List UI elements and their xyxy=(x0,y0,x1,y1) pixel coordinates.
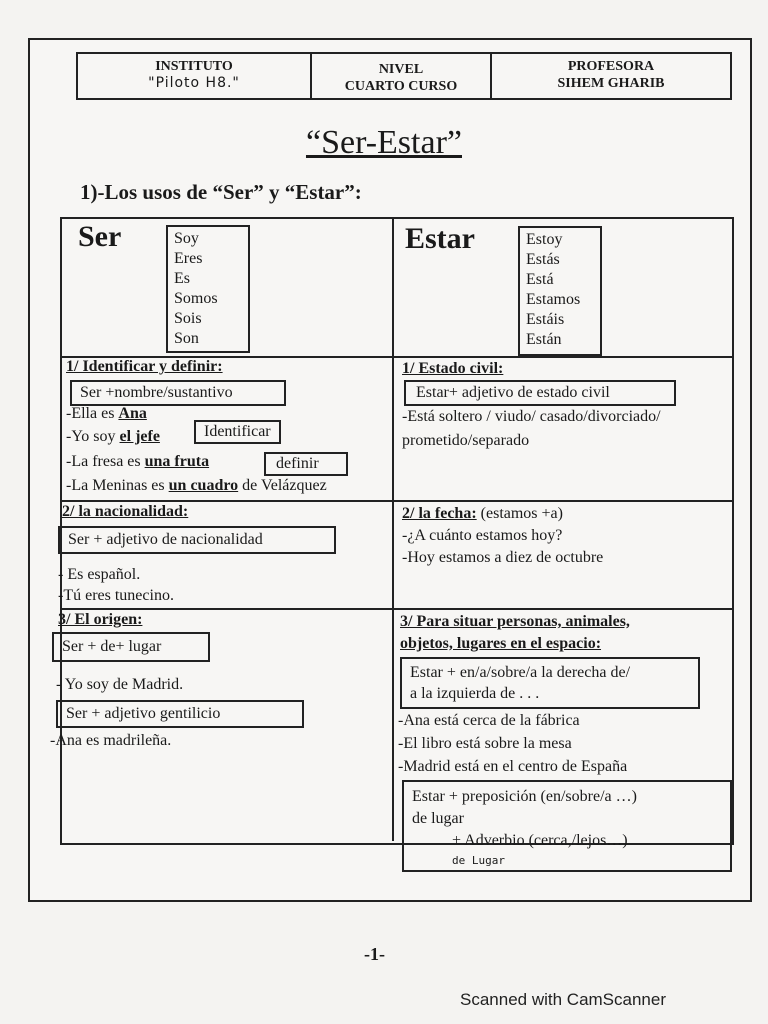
right-section1-title-text: 1/ Estado civil: xyxy=(402,360,504,377)
example-text: -Yo soy xyxy=(66,428,120,445)
example-text: -La fresa es xyxy=(66,453,145,470)
example-keyword: el jefe xyxy=(119,428,160,445)
header-table xyxy=(76,52,732,100)
left-section2-rule-box: Ser + adjetivo de nacionalidad xyxy=(58,526,336,554)
handwritten-note: de Lugar xyxy=(452,854,505,867)
left-section1-example2 xyxy=(66,428,160,446)
scanner-watermark: Scanned with CamScanner xyxy=(460,990,667,1009)
ser-form: Son xyxy=(174,330,199,347)
grid-divider-row3 xyxy=(60,608,732,610)
nivel-cell xyxy=(312,54,492,98)
ser-form: Soy xyxy=(174,230,199,247)
left-section1-title xyxy=(66,358,223,376)
ser-heading: Ser xyxy=(78,220,122,253)
identificar-tag: Identificar xyxy=(194,420,281,444)
left-section3-title xyxy=(58,611,142,629)
estar-conjugation-box xyxy=(518,226,602,356)
estar-form: Están xyxy=(526,331,562,348)
left-section2-example1: - Es español. xyxy=(58,566,141,583)
ser-form: Sois xyxy=(174,310,202,327)
left-section1-example4 xyxy=(66,477,327,495)
grid-divider-row2 xyxy=(60,500,732,502)
right-section3-title-text: 3/ Para situar personas, animales, xyxy=(400,613,630,630)
left-section3-rule-box2: Ser + adjetivo gentilicio xyxy=(56,700,304,728)
right-section3-title-text: objetos, lugares en el espacio: xyxy=(400,635,602,652)
example-keyword: una fruta xyxy=(144,453,210,470)
ser-form: Eres xyxy=(174,250,203,267)
estar-heading: Estar xyxy=(405,222,475,255)
page-number: -1- xyxy=(364,944,385,964)
title-text: “Ser-Estar” xyxy=(305,124,462,161)
right-section1-rule-box: Estar+ adjetivo de estado civil xyxy=(404,380,676,406)
estar-form: Estamos xyxy=(526,291,581,308)
right-section2-title-rest: (estamos +a) xyxy=(476,505,563,522)
right-section3-title-line1 xyxy=(400,613,630,631)
section-subtitle: 1)-Los usos de “Ser” y “Estar”: xyxy=(80,180,362,204)
page-title xyxy=(0,124,768,162)
grid-divider-vertical xyxy=(392,217,394,841)
estar-form: Estoy xyxy=(526,231,563,248)
right-section2-title xyxy=(402,505,563,523)
example-text: de Velázquez xyxy=(238,477,327,494)
rule-line: Estar + en/a/sobre/a la derecha de/ xyxy=(410,664,631,681)
instituto-cell xyxy=(78,54,312,98)
rule-line: de lugar xyxy=(412,810,464,827)
left-section3-example1: - Yo soy de Madrid. xyxy=(56,676,184,693)
estar-form: Estáis xyxy=(526,311,565,328)
ser-conjugation-box xyxy=(166,225,250,353)
profesora-cell xyxy=(492,54,730,98)
left-section1-example1 xyxy=(66,405,147,423)
example-text: -La Meninas es xyxy=(66,477,169,494)
left-section1-example3 xyxy=(66,453,209,471)
right-section3-rule-box1 xyxy=(400,657,700,709)
right-section2-example2: -Hoy estamos a diez de octubre xyxy=(402,549,604,566)
right-section1-example1: -Está soltero / viudo/ casado/divorciado/ xyxy=(402,408,661,425)
definir-tag: definir xyxy=(264,452,348,476)
left-section3-example2: -Ana es madrileña. xyxy=(50,732,172,749)
rule-line: Estar + preposición (en/sobre/a …) xyxy=(412,788,637,805)
left-section3-rule-box1: Ser + de+ lugar xyxy=(52,632,210,662)
right-section1-example2: prometido/separado xyxy=(402,432,530,449)
profesora-value: SIHEM GHARIB xyxy=(557,76,665,91)
instituto-label: INSTITUTO xyxy=(155,59,233,74)
left-section2-example2: -Tú eres tunecino. xyxy=(58,587,174,604)
left-section2-title xyxy=(62,503,188,521)
right-section2-title-text: 2/ la fecha: xyxy=(402,505,477,522)
example-keyword: un cuadro xyxy=(168,477,239,494)
right-section3-example3: -Madrid está en el centro de España xyxy=(398,758,628,775)
right-section1-title xyxy=(402,360,503,378)
estar-form: Está xyxy=(526,271,554,288)
right-section3-title-line2 xyxy=(400,635,601,653)
rule-line: + Adverbio (cerca,/lejos…) xyxy=(452,832,628,849)
ser-form: Es xyxy=(174,270,190,287)
example-keyword: Ana xyxy=(118,405,147,422)
rule-line: a la izquierda de . . . xyxy=(410,685,540,702)
left-section3-title-text: 3/ El origen: xyxy=(58,611,143,628)
ser-form: Somos xyxy=(174,290,218,307)
left-section1-rule-box: Ser +nombre/sustantivo xyxy=(70,380,286,406)
nivel-label: NIVEL xyxy=(378,62,424,77)
right-section3-example1: -Ana está cerca de la fábrica xyxy=(398,712,580,729)
right-section3-rule-box2 xyxy=(402,780,732,872)
left-section1-title-text: 1/ Identificar y definir: xyxy=(66,358,223,375)
nivel-value: CUARTO CURSO xyxy=(344,79,458,94)
left-section2-title-text: 2/ la nacionalidad: xyxy=(62,503,189,520)
instituto-value: "Piloto H8." xyxy=(148,75,240,91)
right-section2-example1: -¿A cuánto estamos hoy? xyxy=(402,527,563,544)
example-text: -Ella es xyxy=(66,405,119,422)
profesora-label: PROFESORA xyxy=(567,59,655,74)
right-section3-example2: -El libro está sobre la mesa xyxy=(398,735,572,752)
estar-form: Estás xyxy=(526,251,560,268)
